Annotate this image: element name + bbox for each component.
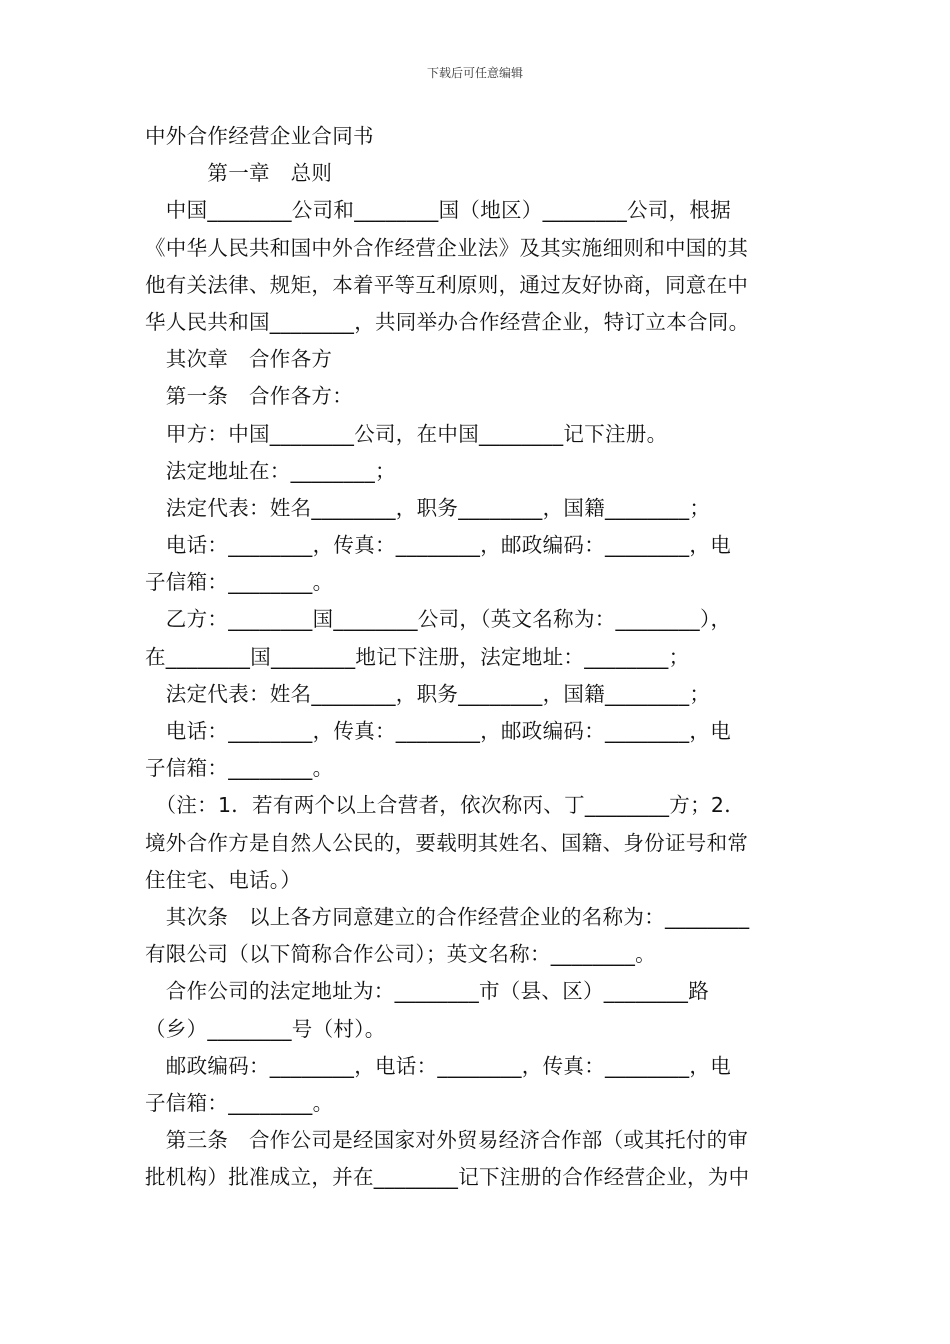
paragraph-line: 子信箱：________。	[145, 570, 334, 595]
paragraph-line: 《中华人民共和国中外合作经营企业法》及其实施细则和中国的其	[145, 235, 749, 260]
paragraph-line: （乡）________号（村）。	[145, 1016, 386, 1041]
paragraph-line: 法定代表：姓名________，职务________，国籍________；	[145, 681, 711, 706]
article-line: 其次条 以上各方同意建立的合作经营企业的名称为：________	[145, 904, 750, 929]
article-line: 第三条 合作公司是经国家对外贸易经济合作部（或其托付的审	[145, 1128, 749, 1153]
note-line: 住住宅、电话。）	[145, 867, 302, 892]
paragraph-line: 有限公司（以下简称合作公司）；英文名称：________。	[145, 942, 656, 967]
paragraph-line: 中国________公司和________国（地区）________公司，根据	[145, 198, 731, 223]
header-note: 下载后可任意编辑	[426, 66, 523, 80]
paragraph-line: 邮政编码：________，电话：________，传真：________，电	[145, 1053, 731, 1078]
paragraph-line: 法定地址在：________；	[145, 458, 396, 483]
paragraph-line: 华人民共和国________，共同举办合作经营企业，特订立本合同。	[145, 309, 750, 334]
contract-title: 中外合作经营企业合同书	[145, 124, 374, 148]
chapter-heading: 其次章 合作各方	[145, 347, 333, 372]
paragraph-line: 他有关法律、规矩，本着平等互利原则，通过友好协商，同意在中	[145, 272, 749, 297]
paragraph-line: 在________国________地记下注册，法定地址：________；	[145, 644, 690, 669]
note-line: （注：1．若有两个以上合营者，依次称丙、丁________方；2．	[145, 793, 746, 818]
paragraph-line: 电话：________，传真：________，邮政编码：________，电	[145, 533, 731, 558]
paragraph-line: 子信箱：________。	[145, 1090, 334, 1115]
article-heading: 第一条 合作各方：	[145, 384, 353, 409]
paragraph-line: 电话：________，传真：________，邮政编码：________，电	[145, 719, 731, 743]
chapter-heading: 第一章 总则	[145, 161, 333, 186]
paragraph-line: 批机构）批准成立，并在________记下注册的合作经营企业，为中	[145, 1165, 750, 1190]
paragraph-line: 合作公司的法定地址为：________市（县、区）________路	[145, 979, 709, 1004]
paragraph-line: 甲方：中国________公司，在中国________记下注册。	[145, 421, 668, 446]
contract-body	[145, 118, 810, 1196]
paragraph-line: 子信箱：________。	[145, 756, 334, 781]
paragraph-line: 法定代表：姓名________，职务________，国籍________；	[145, 495, 711, 520]
paragraph-line: 乙方：________国________公司，（英文名称为：________），	[145, 607, 732, 632]
note-line: 境外合作方是自然人公民的，要载明其姓名、国籍、身份证号和常	[145, 830, 749, 855]
